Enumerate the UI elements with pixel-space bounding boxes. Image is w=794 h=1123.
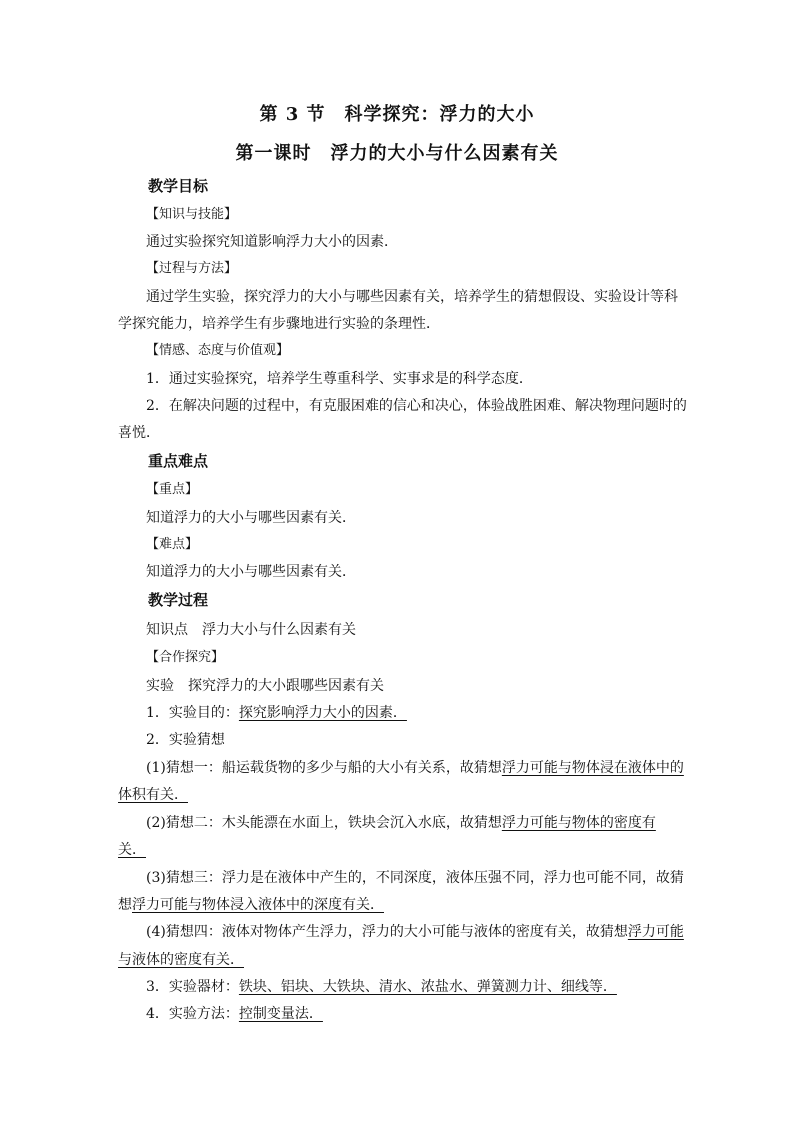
experiment-purpose <box>146 703 680 723</box>
keypoints-heading: 重点难点 <box>148 452 209 470</box>
guess-3-answer: 浮力可能与物体浸入液体中的深度有关． <box>132 897 384 913</box>
knowledge-skills-text: 通过实验探究知道影响浮力大小的因素． <box>146 234 398 250</box>
knowledge-point: 知识点 浮力大小与什么因素有关 <box>146 622 356 638</box>
guess-heading: 2．实验猜想 <box>146 732 225 748</box>
equipment-answer: 铁块、铝块、大铁块、清水、浓盐水、弹簧测力计、细线等． <box>238 979 617 995</box>
guess-1-line-2 <box>118 785 680 805</box>
process-heading: 教学过程 <box>148 591 209 609</box>
goals-heading: 教学目标 <box>148 177 209 195</box>
process-method-text-1: 通过学生实验，探究浮力的大小与哪些因素有关，培养学生的猜想假设、实验设计等科 <box>146 289 678 305</box>
guess-1-line-1 <box>146 758 684 778</box>
purpose-answer: 探究影响浮力大小的因素． <box>238 705 407 721</box>
guess-4-answer-cont: 与液体的密度有关． <box>118 952 244 968</box>
section-title: 第 3 节 科学探究：浮力的大小 <box>259 104 535 125</box>
knowledge-skills-label: 【知识与技能】 <box>146 207 238 222</box>
emotion-values-label: 【情感、态度与价值观】 <box>146 343 290 358</box>
purpose-prefix: 1．实验目的： <box>146 705 239 721</box>
emotion-item-1: 1．通过实验探究，培养学生尊重科学、实事求是的科学态度． <box>146 371 533 387</box>
guess-3-line-2 <box>118 895 680 915</box>
focus-label: 【重点】 <box>146 482 199 497</box>
guess-4-line-1 <box>146 922 684 942</box>
guess-1-answer: 浮力可能与物体浸在液体中的 <box>501 760 684 776</box>
guess-2-line-1 <box>146 813 680 833</box>
process-method-label: 【过程与方法】 <box>146 261 238 276</box>
focus-text: 知道浮力的大小与哪些因素有关． <box>146 510 356 526</box>
equipment-prefix: 3．实验器材： <box>146 979 239 995</box>
difficulty-text: 知道浮力的大小与哪些因素有关． <box>146 564 356 580</box>
guess-2-answer-cont: 关． <box>118 842 146 858</box>
emotion-item-2-line-1: 2．在解决问题的过程中，有克服困难的信心和决心，体验战胜困难、解决物理问题时的 <box>146 398 687 414</box>
method-prefix: 4．实验方法： <box>146 1006 239 1022</box>
experiment-equipment <box>146 977 680 997</box>
guess-4-prefix: (4)猜想四：液体对物体产生浮力，浮力的大小可能与液体的密度有关，故猜想 <box>146 924 628 940</box>
guess-2-answer: 浮力可能与物体的密度有 <box>501 815 656 831</box>
cooperative-inquiry-label: 【合作探究】 <box>146 650 225 665</box>
lesson-subtitle: 第一课时 浮力的大小与什么因素有关 <box>235 143 559 164</box>
guess-4-line-2 <box>118 950 680 970</box>
guess-2-line-2 <box>118 840 680 860</box>
guess-3-line-1: (3)猜想三：浮力是在液体中产生的，不同深度，液体压强不同，浮力也可能不同，故猜 <box>146 870 684 886</box>
difficulty-label: 【难点】 <box>146 537 199 552</box>
guess-1-prefix: (1)猜想一：船运载货物的多少与船的大小有关系，故猜想 <box>146 760 502 776</box>
experiment-title: 实验 探究浮力的大小跟哪些因素有关 <box>146 678 384 694</box>
experiment-method <box>146 1004 680 1024</box>
emotion-item-2-line-2: 喜悦． <box>118 425 160 441</box>
guess-4-answer: 浮力可能 <box>627 924 684 940</box>
method-answer: 控制变量法． <box>238 1006 323 1022</box>
guess-1-answer-cont: 体积有关． <box>118 787 188 803</box>
guess-2-prefix: (2)猜想二：木头能漂在水面上，铁块会沉入水底，故猜想 <box>146 815 502 831</box>
process-method-text-2: 学探究能力，培养学生有步骤地进行实验的条理性． <box>118 316 440 332</box>
guess-3-mid: 想 <box>118 897 132 913</box>
